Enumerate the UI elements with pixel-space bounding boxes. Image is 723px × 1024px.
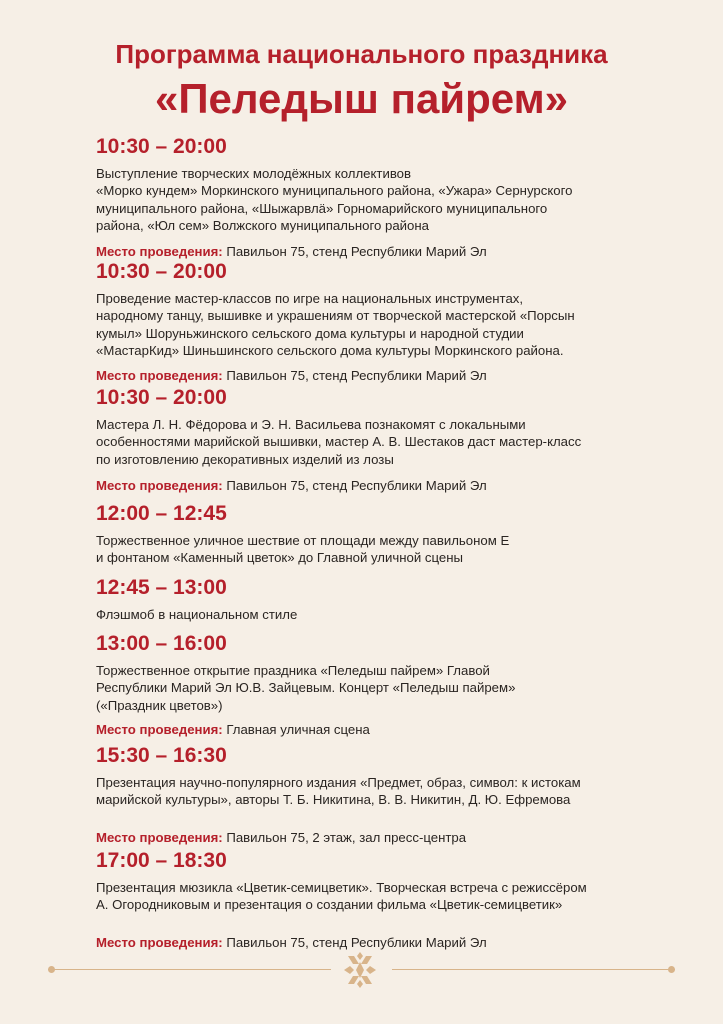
event-description bbox=[96, 416, 656, 468]
event-description-line: и фонтаном «Каменный цветок» до Главной уличной сцены bbox=[96, 550, 463, 566]
event-time: 13:00 – 16:00 bbox=[96, 632, 227, 655]
event-time: 12:00 – 12:45 bbox=[96, 502, 227, 525]
event-item bbox=[96, 134, 656, 260]
event-description-line: Торжественное открытие праздника «Пеледыш пайрем» Главой bbox=[96, 663, 490, 678]
event-description bbox=[96, 532, 656, 567]
event-description-line: Торжественное уличное шествие от площади между павильоном Е bbox=[96, 533, 510, 548]
event-description bbox=[96, 606, 656, 623]
event-place bbox=[96, 477, 656, 494]
place-value: Главная уличная сцена bbox=[222, 721, 370, 737]
event-description-line: Мастера Л. Н. Фёдорова и Э. Н. Васильева познакомят с локальными bbox=[96, 417, 526, 432]
event-description-line: народному танцу, вышивке и украшениям от творческой мастерской «Порсын bbox=[96, 308, 575, 324]
event-place bbox=[96, 367, 656, 384]
event-description bbox=[96, 165, 656, 234]
event-description-line: Выступление творческих молодёжных коллективов bbox=[96, 166, 412, 181]
mari-ornament-icon bbox=[338, 950, 382, 990]
event-item bbox=[96, 501, 656, 567]
event-item bbox=[96, 385, 656, 494]
event-place bbox=[96, 721, 656, 738]
place-label: Место проведения: bbox=[96, 244, 223, 260]
divider-dot bbox=[668, 966, 675, 973]
event-description bbox=[96, 879, 656, 914]
event-time: 15:30 – 16:30 bbox=[96, 744, 227, 767]
festival-name: «Пеледыш пайрем» bbox=[154, 75, 569, 122]
event-description-line: марийской культуры», авторы Т. Б. Никитина, В. В. Никитин, Д. Ю. Ефремова bbox=[96, 792, 571, 808]
event-item bbox=[96, 259, 656, 384]
event-description-line: по изготовлению декоративных изделий из лозы bbox=[96, 451, 394, 467]
event-time: 10:30 – 20:00 bbox=[96, 135, 227, 158]
event-description-line: кумыл» Шоруньжинского сельского дома культуры и народной студии bbox=[96, 325, 524, 341]
event-description bbox=[96, 290, 656, 359]
event-description-line: Республики Марий Эл Ю.В. Зайцевым. Концерт «Пеледыш пайрем» bbox=[96, 680, 516, 696]
event-description-line: особенностями марийской вышивки, мастер А. В. Шестаков даст мастер-класс bbox=[96, 434, 582, 450]
event-description-line: муниципального района, «Шыжарвлӓ» Горномарийского муниципального bbox=[96, 200, 548, 216]
event-description-line: Презентация мюзикла «Цветик-семицветик». Творческая встреча с режиссёром bbox=[96, 880, 587, 895]
event-description-line: района, «Юл сем» Волжского муниципального района bbox=[96, 217, 429, 233]
place-value: Павильон 75, стенд Республики Марий Эл bbox=[222, 934, 487, 950]
event-description-line: Флэшмоб в национальном стиле bbox=[96, 607, 298, 622]
event-time: 10:30 – 20:00 bbox=[96, 260, 227, 283]
event-item bbox=[96, 575, 656, 623]
page-header bbox=[0, 38, 723, 124]
event-description-line: Проведение мастер-классов по игре на национальных инструментах, bbox=[96, 291, 524, 306]
place-label: Место проведения: bbox=[96, 934, 223, 950]
place-value: Павильон 75, стенд Республики Марий Эл bbox=[222, 477, 487, 493]
place-label: Место проведения: bbox=[96, 477, 223, 493]
event-place bbox=[96, 243, 656, 260]
event-description-line: А. Огородниковым и презентация о создании фильма «Цветик-семицветик» bbox=[96, 897, 563, 913]
footer-divider bbox=[48, 948, 675, 992]
event-description-line: Презентация научно-популярного издания «Предмет, образ, символ: к истокам bbox=[96, 775, 581, 790]
event-description-line: («Праздник цветов») bbox=[96, 697, 223, 713]
event-place bbox=[96, 829, 656, 846]
place-label: Место проведения: bbox=[96, 829, 223, 845]
place-value: Павильон 75, 2 этаж, зал пресс-центра bbox=[222, 829, 467, 845]
event-description bbox=[96, 774, 656, 809]
event-time: 17:00 – 18:30 bbox=[96, 849, 227, 872]
event-item bbox=[96, 848, 656, 951]
event-description-line: «Морко кундем» Моркинского муниципального района, «Ужара» Сернурского bbox=[96, 183, 573, 199]
place-value: Павильон 75, стенд Республики Марий Эл bbox=[222, 368, 487, 384]
divider-line bbox=[392, 969, 675, 970]
event-time: 10:30 – 20:00 bbox=[96, 386, 227, 409]
event-time: 12:45 – 13:00 bbox=[96, 576, 227, 599]
page-title: Программа национального праздника bbox=[115, 39, 608, 69]
divider-line bbox=[48, 969, 331, 970]
place-label: Место проведения: bbox=[96, 721, 223, 737]
place-value: Павильон 75, стенд Республики Марий Эл bbox=[222, 244, 487, 260]
event-item bbox=[96, 631, 656, 738]
event-description bbox=[96, 662, 656, 714]
place-label: Место проведения: bbox=[96, 368, 223, 384]
event-item bbox=[96, 743, 656, 846]
event-description-line: «МастарКид» Шиньшинского сельского дома культуры Моркинского района. bbox=[96, 342, 564, 358]
